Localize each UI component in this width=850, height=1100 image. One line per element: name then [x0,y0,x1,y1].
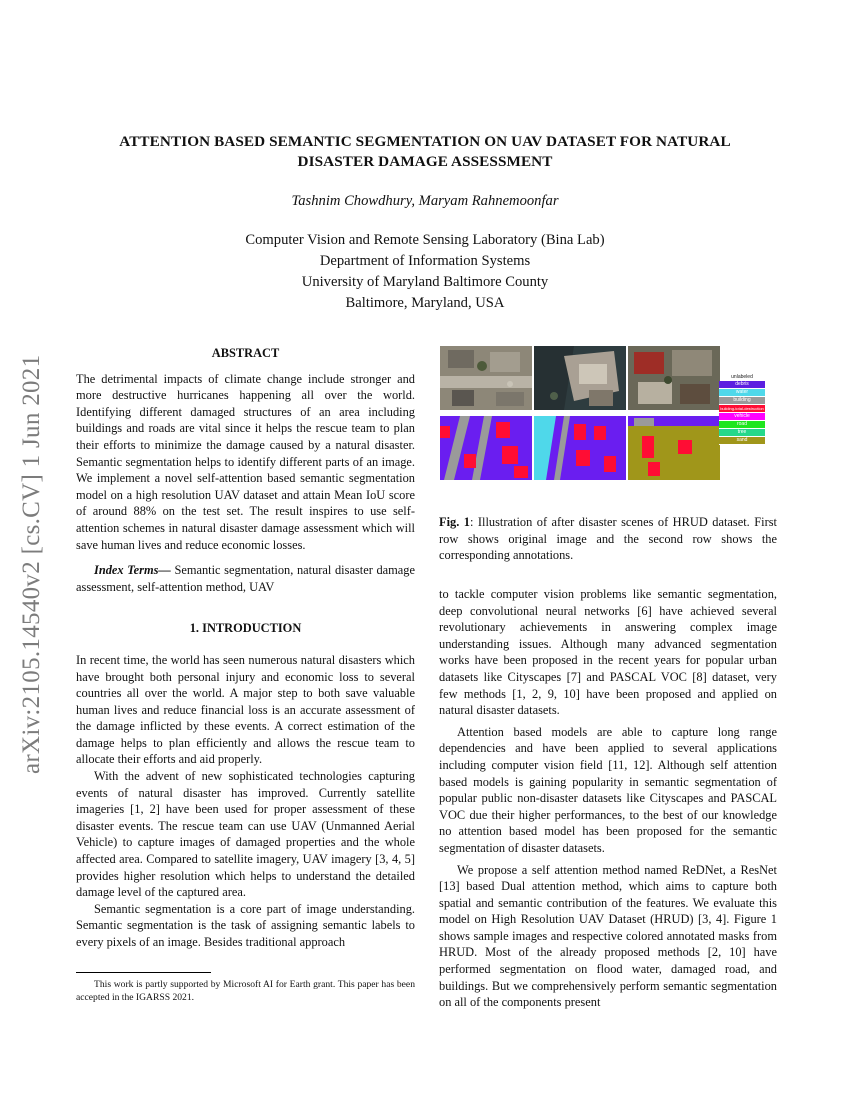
affiliation-line: University of Maryland Baltimore County [301,274,549,290]
legend-item: vehicle [719,413,765,421]
footnote-rule [76,972,211,973]
affiliation [70,230,780,314]
intro-paragraph-3: Semantic segmentation is a core part of image understanding. Semantic segmentation is the task of assigning semantic labels to every pixels of an image. Besides traditional approach [76,901,415,949]
legend-item: debris [719,381,765,389]
intro-paragraph-2: With the advent of new sophisticated technologies capturing events of natural disaster has improved. Currently satellite imageries [1, 2] have been used for proper assessment of these disaster events. The rescue team can use UAV (Unmanned Aerial Vehicle) to capture images of damaged properties and the whole affected area. Compared to satellite imagery, UAV imagery [3, 4, 5] provides higher resolution which helps to understand the detailed damage level of the captured area. [76,769,415,900]
aerial-photo-3 [628,346,720,410]
legend-item: water [719,389,765,397]
arxiv-identifier: arXiv:2105.14540v2 [cs.CV] 1 Jun 2021 [18,354,45,774]
legend-item: tree [719,429,765,437]
index-terms [76,562,415,595]
figure-legend [719,374,765,445]
legend-title: unlabeled [731,374,753,380]
affiliation-line: Department of Information Systems [319,253,531,269]
footnote: This work is partly supported by Microsoft AI for Earth grant. This paper has been accepted in the IGARSS 2021. [76,979,415,1003]
annotation-mask-3 [628,416,720,480]
intro-paragraph-1: In recent time, the world has seen numerous natural disasters which have brought both personal injury and economic loss to several countries all over the world. A major step to both save valuable human lives and reduce financial loss is an accurate assessment of the damage inflicted by these events. A correct estimation of the damage helps to plan efficiently and allows the rescue team to allocate their efforts and aid properly. [76,652,415,767]
caption-label: Fig. 1 [439,515,470,529]
aerial-photo-1 [440,346,532,410]
annotation-mask-2 [534,416,626,480]
legend-item: building-total-destruction [720,406,764,411]
title-line-2: DISASTER DAMAGE ASSESSMENT [297,153,553,170]
legend-item: road [719,421,765,429]
abstract-heading: ABSTRACT [211,346,280,360]
authors: Tashnim Chowdhury, Maryam Rahnemoonfar [291,193,559,209]
left-column [76,345,415,951]
title-line-1: ATTENTION BASED SEMANTIC SEGMENTATION ON UAV DATASET FOR NATURAL [119,133,731,150]
right-paragraph-3: We propose a self attention method named ReDNet, a ResNet [13] based Dual attention method, which aims to capture both spatial and semantic contribution of the features. We evaluate this model on High Resolution UAV Dataset (HRUD) [3, 4]. Figure 1 shows sample images and respective colored annotated masks from HRUD. Most of the already proposed methods [2, 10] have performed segmentation on flood water, damaged road, and buildings. But we comprehensively perform semantic segmentation on all of the components present [439,862,777,1010]
intro-heading: 1. INTRODUCTION [189,621,302,636]
abstract-text: The detrimental impacts of climate change include stronger and more destructive hurricanes happening all over the world. Identifying different damaged structures of an area including buildings and roads are vital since it helps the rescue team to plan their efforts to minimize the damage caused by a natural disaster. Semantic segmentation helps to identify different parts of an image. We implement a novel self-attention based semantic segmentation model on a high resolution UAV dataset and attain Mean IoU score of around 88% on the test set. The result inspires to use self-attention schemes in natural disaster damage assessment which will save human lives and reduce economic losses. [76,371,415,552]
figure-caption [439,514,777,564]
aerial-photo-2 [534,346,626,410]
right-paragraph-1: to tackle computer vision problems like semantic segmentation, deep convolutional neural networks [6] have achieved several revolutionary achievements in answering complex image understanding issues. Although many advanced segmentation works have been proposed in the recent years for popular urban datasets like Cityscapes [7] and PASCAL VOC [8] dataset, very few methods [1, 2, 9, 10] have been proposed and applied on natural disaster datasets. [439,587,777,718]
right-column [439,586,777,1011]
index-terms-text: Semantic segmentation, natural disaster damage assessment, self-attention method, UAV [76,563,415,594]
caption-text: : Illustration of after disaster scenes of HRUD dataset. First row shows original image and the second row shows the corresponding annotations. [439,515,777,563]
legend-item: sand [719,437,765,445]
legend-item: building [719,397,765,405]
index-terms-label: Index Terms— [94,563,171,578]
affiliation-line: Baltimore, Maryland, USA [345,295,505,311]
paper-title [70,132,780,172]
right-paragraph-2: Attention based models are able to capture long range dependencies and have been applied to several applications including computer vision field [11, 12]. Although self attention based models is gaining popularity in semantic segmentation of popular public non-disaster datasets like Cityscapes and PASCAL VOC due their higher performances, to the best of our knowledge no attention based model has been proposed for the semantic segmentation of disaster datasets. [439,724,777,855]
annotation-mask-1 [440,416,532,480]
affiliation-line: Computer Vision and Remote Sensing Laboratory (Bina Lab) [245,232,605,248]
